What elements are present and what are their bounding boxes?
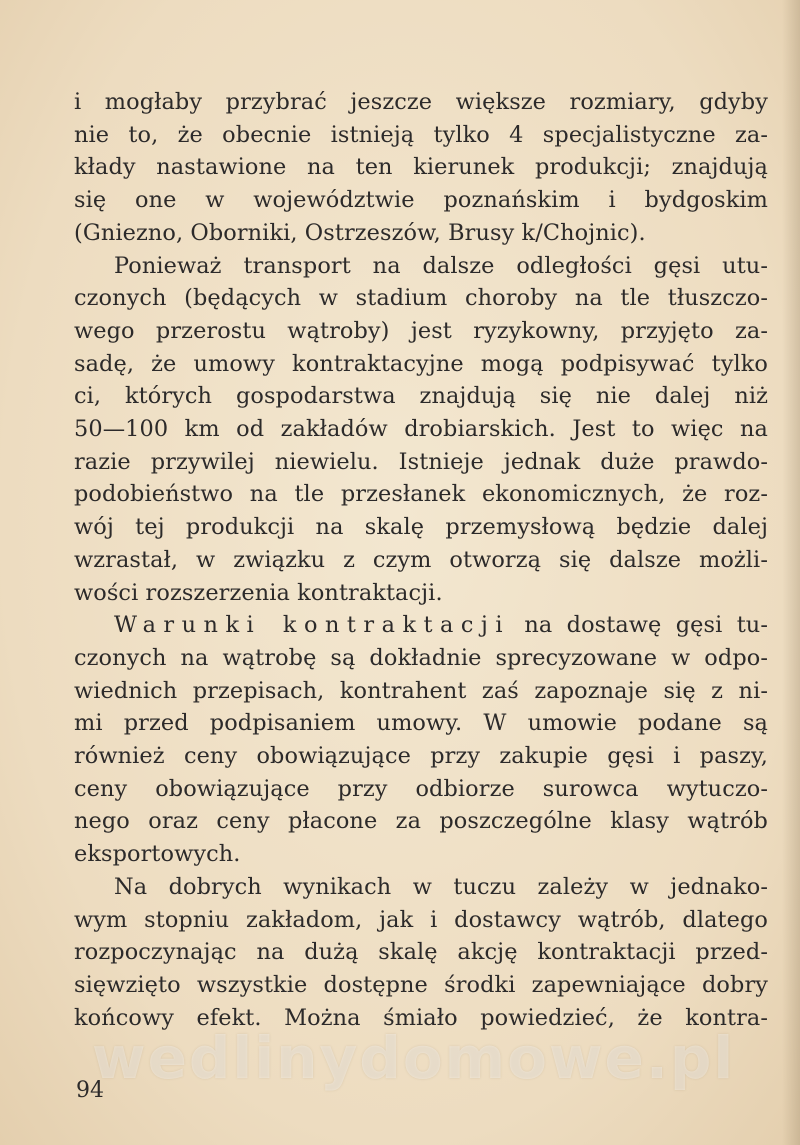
text-line: się one w województwie poznańskim i bydgoskim [74,187,768,214]
text-line: rozpoczynając na dużą skalę akcję kontraktacji przed- [74,939,768,966]
text-line: sadę, że umowy kontraktacyjne mogą podpisywać tylko [74,350,768,377]
text-line: razie przywilej niewielu. Istnieje jednak duże prawdo- [74,448,768,475]
paragraph-4 [74,871,768,1035]
text-line: 50—100 km od zakładów drobiarskich. Jest to więc na [74,416,768,443]
text-line: czonych na wątrobę są dokładnie sprecyzowane w odpo- [74,644,768,671]
text-line: końcowy efekt. Można śmiało powiedzieć, że kontra- [74,1004,768,1031]
text-line: wości rozszerzenia kontraktacji. [74,579,443,606]
page-number: 94 [76,1078,104,1103]
text-line: wój tej produkcji na skalę przemysłową będzie dalej [74,514,768,541]
paragraph-1 [74,86,768,250]
paragraph-3 [74,609,768,871]
text-line: podobieństwo na tle przesłanek ekonomicznych, że roz- [74,481,768,508]
text-line: ci, których gospodarstwa znajdują się nie dalej niż [74,383,768,410]
page-edge-shadow [782,0,800,1145]
text-line: nego oraz ceny płacone za poszczególne klasy wątrób [74,808,768,835]
text-line: Na dobrych wynikach w tuczu zależy w jednako- [114,873,768,900]
text-line: czonych (będących w stadium choroby na tle tłuszczo- [74,285,768,312]
text-line: wego przerostu wątroby) jest ryzykowny, przyjęto za- [74,317,768,344]
text-line: nie to, że obecnie istnieją tylko 4 specjalistyczne za- [74,121,768,148]
body-text [74,86,768,1034]
text-line: (Gniezno, Oborniki, Ostrzeszów, Brusy k/Chojnic). [74,219,646,246]
text-line: eksportowych. [74,841,241,868]
text-line [74,609,768,642]
text-line: mi przed podpisaniem umowy. W umowie podane są [74,710,768,737]
text-line: wiednich przepisach, kontrahent zaś zapoznaje się z ni- [74,677,768,704]
text-line: i mogłaby przybrać jeszcze większe rozmiary, gdyby [74,89,768,115]
watermark: wedlinydomowe.pl [92,1024,736,1092]
text-line: kłady nastawione na ten kierunek produkcji; znajdują [74,154,768,181]
text-line: wzrastał, w związku z czym otworzą się dalsze możli- [74,546,768,573]
text-line: wym stopniu zakładom, jak i dostawcy wątrób, dlatego [74,906,768,933]
text-line: ceny obowiązujące przy odbiorze surowca wytuczo- [74,775,768,802]
text-line-rest: na dostawę gęsi tu- [524,612,768,639]
text-line: Ponieważ transport na dalsze odległości gęsi utu- [114,252,768,279]
spaced-emphasis: Warunki kontraktacji [114,612,510,639]
text-line: również ceny obowiązujące przy zakupie gęsi i paszy, [74,743,768,770]
paragraph-2 [74,250,768,610]
text-line: sięwzięto wszystkie dostępne środki zapewniające dobry [74,971,768,998]
